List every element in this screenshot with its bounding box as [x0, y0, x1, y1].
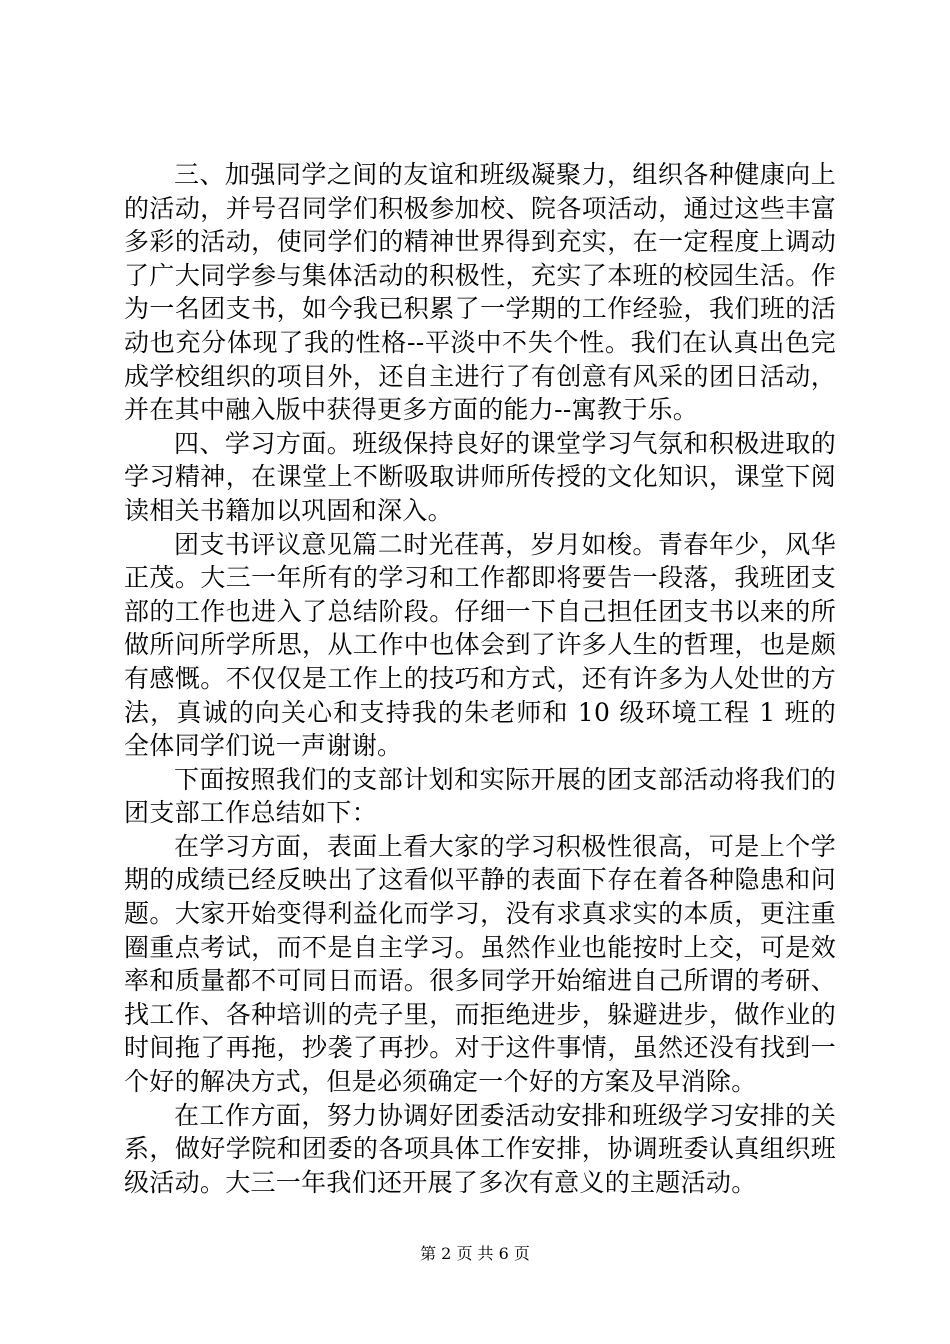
paragraph-work-aspect: 在工作方面，努力协调好团委活动安排和班级学习安排的关系，做好学院和团委的各项具体工作安排，协调班委认真组织班级活动。大三一年我们还开展了多次有意义的主题活动。	[124, 1100, 836, 1197]
paragraph-summary-lead: 下面按照我们的支部计划和实际开展的团支部活动将我们的团支部工作总结如下：	[124, 764, 836, 828]
document-body	[124, 158, 836, 1199]
paragraph-section-four: 四、学习方面。班级保持良好的课堂学习气氛和积极进取的学习精神，在课堂上不断吸取讲师所传授的文化知识，课堂下阅读相关书籍加以巩固和深入。	[124, 428, 836, 525]
paragraph-review-intro: 团支书评议意见篇二时光荏苒，岁月如梭。青春年少，风华正茂。大三一年所有的学习和工作都即将要告一段落，我班团支部的工作也进入了总结阶段。仔细一下自己担任团支书以来的所做所问所学所思，从工作中也体会到了许多人生的哲理，也是颇有感慨。不仅仅是工作上的技巧和方式，还有许多为人处世的方法，真诚的向关心和支持我的朱老师和 10 级环境工程 1 班的全体同学们说一声谢谢。	[124, 529, 836, 761]
page-number-footer: 第 2 页 共 6 页	[420, 1244, 530, 1263]
paragraph-study-aspect: 在学习方面，表面上看大家的学习积极性很高，可是上个学期的成绩已经反映出了这看似平静的表面下存在着各种隐患和问题。大家开始变得利益化而学习，没有求真求实的本质，更注重圈重点考试，而不是自主学习。虽然作业也能按时上交，可是效率和质量都不可同日而语。很多同学开始缩进自己所谓的考研、找工作、各种培训的壳子里，而拒绝进步，躲避进步，做作业的时间拖了再拖，抄袭了再抄。对于这件事情，虽然还没有找到一个好的解决方式，但是必须确定一个好的方案及早消除。	[124, 831, 836, 1097]
paragraph-section-three: 三、加强同学之间的友谊和班级凝聚力，组织各种健康向上的活动，并号召同学们积极参加校、院各项活动，通过这些丰富多彩的活动，使同学们的精神世界得到充实，在一定程度上调动了广大同学参与集体活动的积极性，充实了本班的校园生活。作为一名团支书，如今我已积累了一学期的工作经验，我们班的活动也充分体现了我的性格--平淡中不失个性。我们在认真出色完成学校组织的项目外，还自主进行了有创意有风采的团日活动，并在其中融入版中获得更多方面的能力--寓教于乐。	[124, 160, 836, 425]
